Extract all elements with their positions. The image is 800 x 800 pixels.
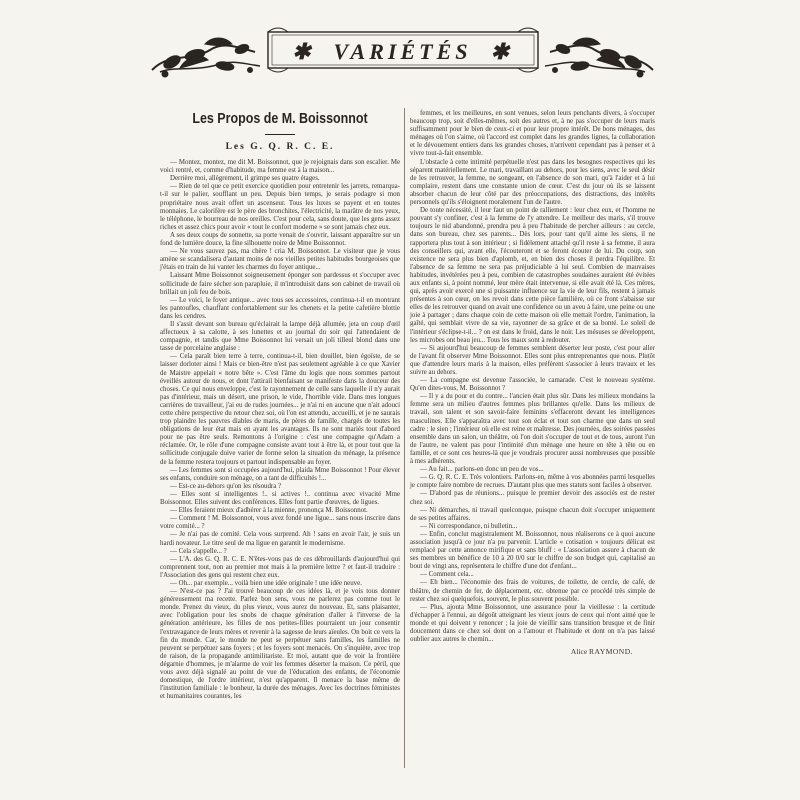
paragraph: — Comment ! M. Boissonnot, vous avez fondé une ligue... sans nous inscrire dans votre comité... ?: [160, 515, 400, 531]
section-title: [150, 39, 655, 65]
paragraph: — G. Q. R. C. E. Très volontiers. Parlons-en, même à vos abonnées parmi lesquelles je compte faire nombre de recrues. D'autant plus que mes statuts sont faciles à observer.: [410, 474, 655, 490]
paragraph: — Ni correspondance, ni bulletin...: [420, 522, 518, 530]
paragraph: De toute nécessité, il leur faut un point de ralliement : leur chez eux, et l'homme ne pouvant s'y confiner, c'est à la femme de l'y attendre. Le meilleur des maris, s'il trouve toujours le nid abandonné, prendra peu à peu l'habitude de percher ailleurs : au cercle, dans son bureau, chez ses parents... Dès lors, pour tant qu'il aime les siens, il ne rapportera plus tout à son intérieur ; si fidèlement attaché qu'il reste à sa femme, il aura des conseillers qui, avant elle, l'écouteront et se feront écouter de lui. Du coup, son existence ne sera plus bien d'aplomb, et, en bien des choses il perdra l'équilibre. Et l'absence de sa femme ne sera pas préjudiciable à lui seul. Combien de mauvaises habitudes, invétérées peu à peu, combien de catastrophes soudaines auraient été évitées aux enfants si, à point nommé, leur mère était intervenue, si elle avait été là. Ces mères, qui, après avoir exercé une si puissante influence sur la vie de leur fils, restent à jamais présentes à son cœur, on les revoit dans cette pièce familière, où ce front s'abaisse sur elles de les retrouver quand on avait une confidence ou un aveu à faire, une peine ou une joie à partager ; dans chaque coin de cette maison où elle mettait l'ordre, l'animation, la gaîté, qui semblait vivre de sa vie, rayonner de sa grâce et de sa bonté. Le soleil de l'intérieur s'éclipse-t-il... ? on est dans le froid, dans le noir. Les mésuses se développent, les microbes ont beau jeu... Tous les maux sont à redouter.: [410, 207, 655, 344]
paragraph: L'obstacle à cette intimité perpétuelle n'est pas dans les besognes respectives qui les séparent matériellement. Le mari, travaillant au dehors, pour les siens, avec le seul désir de les retrouver, la femme, ne songeant, en l'absence de son mari, qu'à l'aider et à lui complaire, restent dans une constante union de cœur. C'est du jour où ils se laissent absorber chacun de leur côté par des préoccupations, des distractions, des intérêts personnels qu'ils s'éloignent moralement l'un de l'autre.: [410, 158, 655, 207]
paragraph: — Montez, montez, me dit M. Boissonnot, que je rejoignais dans son escalier. Me voici rentré, et, comme d'habitude, ma femme est à la maison...: [160, 159, 400, 175]
paragraph: — Le voici, le foyer antique... avec tous ses accessoires, continua-t-il en montrant les pantoufles, chauffant confortablement sur les chenets et la petite cafetière blottie dans les cendres.: [160, 296, 400, 320]
paragraph: — Oh... par exemple... voilà bien une idée originale ! une idée neuve.: [170, 579, 362, 587]
paragraph: — L'A. des G. Q. R. C. E. N'êtes-vous pas de ces débrouillards d'aujourd'hui qui comprennent tout, non au premier mot mais à la première lettre ? et faut-il traduire : l'Association des gens qui restent chez eux.: [160, 555, 400, 579]
paragraph: — D'abord pas de réunions... puisque le premier devoir des associés est de rester chez soi.: [410, 490, 655, 506]
paragraph: Laissant Mme Boissonnot soigneusement éponger son pardessus et s'occuper avec sollicitude de faire sécher son parapluie, il m'introduisit dans son cabinet de travail où brillait un joli feu de bois.: [160, 272, 400, 296]
author-signature: [410, 648, 655, 656]
paragraph: — Si aujourd'hui beaucoup de femmes semblent déserter leur poste, c'est pour aller de l'avant fit observer Mme Boissonnot. Elles sont plus entreprenantes que nous. Plutôt que d'attendre leurs maris à la maison, elles préfèrent s'associer à leurs travaux et les suivre au dehors.: [410, 344, 655, 376]
paragraph: — Les femmes sont si occupées aujourd'hui, plaida Mme Boissonnot ! Pour élever ses enfants, conduire son ménage, on a tant de difficultés !...: [160, 466, 400, 482]
left-column: [160, 110, 400, 701]
column-divider: [404, 108, 405, 768]
section-header-banner: [150, 22, 655, 82]
paragraph: — Elles feraient mieux d'adhérer à la mienne, prononça M. Boissonnot.: [170, 507, 368, 515]
paragraph: femmes, et les meilleures, en sont venues, selon leurs penchants divers, à s'occuper beaucoup trop, soit d'elles-mêmes, soit des autres et, à ne pas s'occuper de leurs maris suffisamment pour le bien de ceux-ci et pour leur propre intérêt. De bons ménages, des ménages où l'on s'aime, où l'accord est complet dans les grandes lignes, la collaboration et le dévouement entiers dans les grandes choses, n'arrivent cependant pas à penser et à vivre tout-à-fait ensemble.: [410, 110, 655, 158]
paragraph: — Rien de tel que ce petit exercice quotidien pour entretenir les jarrets, remarqua-t-il sur le palier, soufflant un peu. Depuis bien temps, je serais podagre si mon propriétaire nous avait offert un ascenseur. Tous les luxes se payent et en toutes monnaies. Le calorifère est le père des bronchites, l'électricité, la marâtre de nos yeux, le téléphone, le bourreau de nos oreilles. C'est pour cela, sans doute, que les gens assez riches et assez chics pour avoir « tout le confort moderne » se sont jamais chez eux.: [160, 183, 400, 231]
paragraph: — Au fait... parlons-en donc un peu de vos...: [420, 466, 544, 474]
paragraph: — La compagne est devenue l'associée, le camarade. C'est le nouveau système. Qu'en dites-vous, M. Boissonnot ?: [410, 377, 655, 393]
article-title: Les Propos de M. Boissonnot: [192, 111, 368, 127]
paragraph: — Ni démarches, ni travail quelconque, puisque chacun doit s'occuper uniquement de ses petites affaires.: [410, 506, 655, 522]
paragraph: — Cela paraît bien terre à terre, continua-t-il, bien douillet, bien égoïste, de se laisser dorloter ainsi ! Mais ce bien-être n'est pas seulement agréable à ce que Xavier de Maistre appelait « notre bête ». C'est l'âme du logis que nous sommes partout éveillés autour de nous, et dont l'attirail bienfaisant se manifeste dans la douceur des choses. Ce qui nous enveloppe, c'est le rayonnement de celle sans laquelle il n'y aurait pas d'intérieur, mais un désert, une prison, le vide, l'horrible vide. Dans mes longues carrières de travailleur, j'ai eu de rudes journées... je n'ai ni en aucune que n'ait adouci cette chère perspective du retour chez soi, où l'on est attendu, accueilli, et je ne saurais trop plaindre les pauvres diables de maris, de pères de famille, chargés de toutes les obligations de leur état mais en ayant les avantages. Ils ne sont mariés tout d'abord pour ne pas être seuls. Remontons à l'origine : c'est une compagne qu'Adam a réclamée. Or, le rôle d'une compagne consiste avant tout à être là, et pour tout que la sollicitude conjugale doive varier de forme selon la situation du ménage, la présence de la femme restera toujours et partout indispensable au foyer.: [160, 353, 400, 466]
section-title-text: VARIÉTÉS: [333, 39, 472, 64]
paragraph: — Comment cela...: [420, 571, 474, 579]
paragraph: — N'est-ce pas ? J'ai trouvé beaucoup de ces idées là, et je vois tous donner généreusement ma recette. Parlez bon sens, vous ne parlerez pas comme tout le monde. Prenez du vieux, du plus vieux, vous aurez du nouveau. Et, sans plaisanter, avec l'obligation pour les snobs de chaque génération d'aller à l'inverse de la génération antérieure, les filles de nos petites-filles pourraient un jour consentir l'extravagance de leurs mères et revenir à la sagesse de leurs aïeules. On boit ce vers la fin du monde. Car, le monde ne peut se perpétuer sans familles, les familles ne peuvent se perpétuer sans foyers ; et les foyers sont menacés. On s'inquiète, avec trop de raison, de la propagande antimilitariste. Et moi, autant que de voir la frontière dégarnie d'hommes, je m'alarme de voir les femmes déserter la maison. Ce péril, que vous avez déjà signalé au point de vue de l'éducation des enfants, de l'économie domestique, de l'ordre intérieur, n'est qu'apparent. Il menace la base même de l'institution familiale : le bonheur, la durée des ménages. Avec les doctrines féministes et humanitaires courantes, les: [160, 588, 400, 701]
paragraph: — Cela s'appelle... ?: [170, 547, 227, 555]
star-ornament-icon: ✱: [490, 39, 513, 64]
article-subtitle: Les G. Q. R. C. E.: [225, 142, 335, 152]
paragraph: — Il y a du pour et du contre... l'ancien était plus sûr. Dans les milieux mondains la femme sera un milieu d'autres femmes plus brillantes qu'elle. Dans les milieux de travail, son talent et son savoir-faire feminins s'effaceront devant les intelligences masculines. Elle s'apparaîtra avec tout son éclat et tout son charme que dans un seul cadre : le sien ; l'intérieur où elle est reine et maîtresse. Des journées, des soirées passées ensemble dans un salon, un théâtre, où l'on doit s'occuper de tout et de tous, auront l'un de l'autre, ne valent pas pour l'intimité d'un ménage une heure en tête à tête ou en famille, et ce sont ces heures-là que je voudrais procurer aussi nombreuses que possible à mes adhérents.: [410, 393, 655, 466]
left-column-text: [160, 159, 400, 701]
signature-name: RAYMOND.: [589, 647, 633, 657]
title-rule: [265, 134, 295, 135]
signature-prefix: Alice: [570, 647, 588, 657]
paragraph: — Plus, ajouta Mme Boissonnot, une assurance pour la vieillesse : la certitude d'échapper à l'ennui, au dégoût atteignant les vieux jours de ceux qui n'ont aimé que le monde et qui doivent y renoncer ; la joie de vieillir sans transition brusque et de finir doucement dans ce chez soi dont on a l'amour et l'habitude et dont on n'a pas laissé oublier aux autres le chemin...: [410, 603, 655, 644]
paragraph: — Enfin, conclut magistralement M. Boissonnot, nous réaliserons ce à quoi aucune association jusqu'à ce jour n'a pu parvenir. L'article « cotisation » toujours délicat est remplacé par cette annonce mirifique et sans bluff : « L'association assure à chacun de ses membres un bénéfice de 10 à 20 0/0 sur le chiffre de son budget qui, capitalisé au bout de vingt ans, représentera le chiffre d'une dot d'enfant...: [410, 530, 655, 571]
right-column: [410, 110, 655, 656]
paragraph: — Ne vous sauvez pas, ma chère ! cria M. Boissonnot. Le visiteur que je vous amène se scandalisera d'autant moins de nos vieilles petites habitudes bourgeoises que j'étais en train de lui vanter les charmes du foyer antique...: [160, 248, 400, 272]
paragraph: Il s'assit devant son bureau qu'éclairait la lampe déjà allumée, jeta un coup d'œil affectueux à sa calotte, à ses lunettes et au journal du soir qui l'attendaient de compagnie, et tandis que Mme Boissonnot lui versait un joli tilleul blond dans une tasse de porcelaine anglaise :: [160, 320, 400, 353]
star-ornament-icon: ✱: [292, 39, 315, 64]
paragraph: — Est-ce au-dehors qu'on les résoudra ?: [170, 482, 282, 490]
paragraph: — Je n'ai pas de comité. Cela vous surprend. Ah ! sans en avoir l'air, je suis un hardi novateur. Le titre seul de ma ligue en garantit le modernisme.: [160, 531, 400, 547]
right-column-text: [410, 110, 655, 644]
paragraph: Derrière moi, allègrement, il grimpe ses quatre étages.: [170, 175, 320, 183]
paragraph: — Elles sont si intelligentes !.. si actives !.. continua avec vivacité Mme Boissonnot. Elles suivent des conférences. Elles font partie d'œuvres, de ligues.: [160, 490, 400, 507]
paragraph: — Eh bien... l'économie des frais de voitures, de toilette, de cercle, de café, de théâtre, de chemin de fer, de déplacement, etc. obtenue par ce procédé très simple de rester chez soi quelquefois, souvent, le plus souvent possible.: [410, 579, 655, 603]
paragraph: A ses deux coups de sonnette, sa porte venait de s'ouvrir, laissant apparaître sur un fond de lumière douce, la fine silhouette noire de Mme Boissonnot.: [160, 231, 400, 248]
